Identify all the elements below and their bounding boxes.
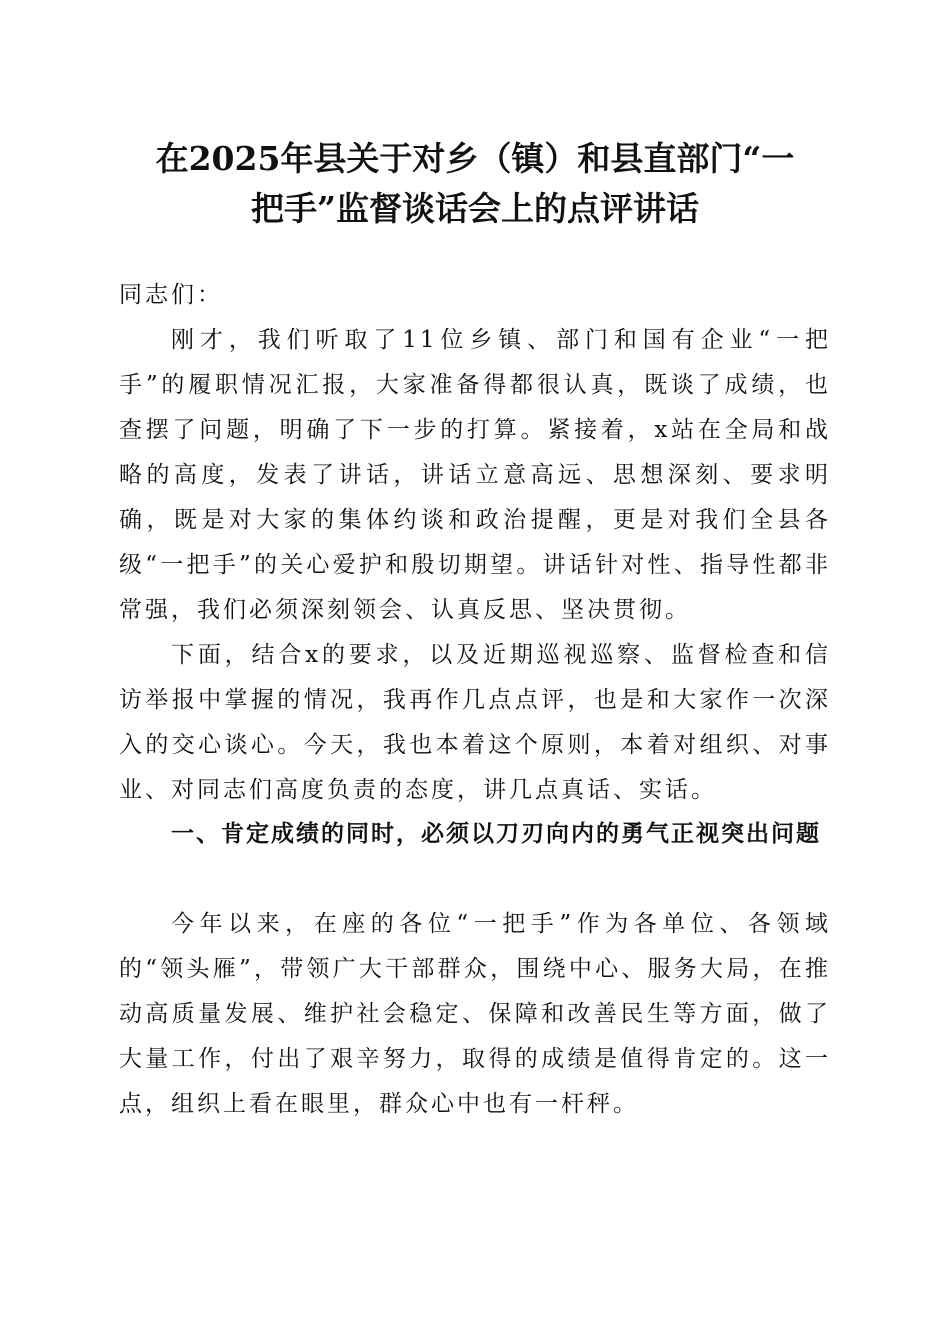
section-heading-1: 一、肯定成绩的同时，必须以刀刃向内的勇气正视突出问题 [171, 821, 821, 847]
salutation: 同志们： [119, 282, 223, 308]
paragraph-1: 刚才，我们听取了11位乡镇、部门和国有企业“一把手”的履职情况汇报，大家准备得都很认真，既谈了成绩，也查摆了问题，明确了下一步的打算。紧接着，x站在全局和战略的高度，发表了讲话，讲话立意高远、思想深刻、要求明确，既是对大家的集体约谈和政治提醒，更是对我们全县各级“一把手”的关心爱护和殷切期望。讲话针对性、指导性都非常强，我们必须深刻领会、认真反思、坚决贯彻。 [119, 327, 831, 623]
title-line-2: 把手”监督谈话会上的点评讲话 [251, 189, 699, 228]
paragraph-2: 下面，结合x的要求，以及近期巡视巡察、监督检查和信访举报中掌握的情况，我再作几点点评，也是和大家作一次深入的交心谈心。今天，我也本着这个原则，本着对组织、对事业、对同志们高度负责的态度，讲几点真话、实话。 [119, 642, 831, 803]
title-line-1: 在2025年县关于对乡（镇）和县直部门“一 [155, 139, 795, 178]
paragraph-3: 今年以来，在座的各位“一把手”作为各单位、各领域的“领头雁”，带领广大干部群众，围绕中心、服务大局，在推动高质量发展、维护社会稳定、保障和改善民生等方面，做了大量工作，付出了艰辛努力，取得的成绩是值得肯定的。这一点，组织上看在眼里，群众心中也有一杆秤。 [119, 911, 831, 1117]
document-title [110, 134, 840, 234]
